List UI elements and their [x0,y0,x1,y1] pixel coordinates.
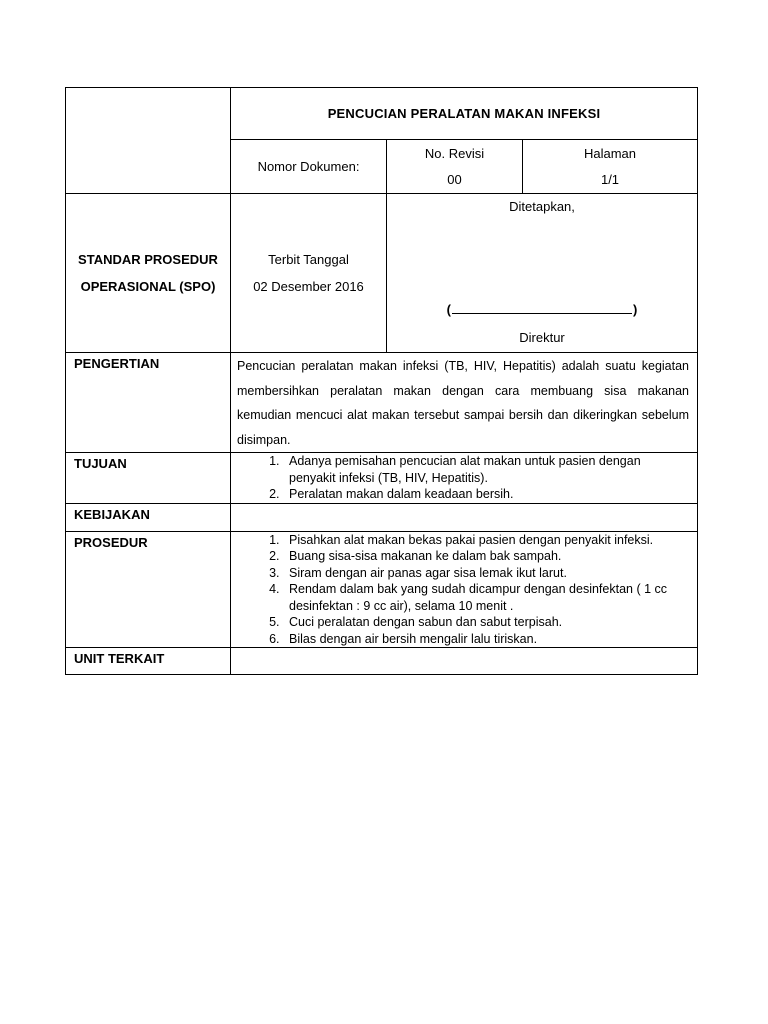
terbit-date: 02 Desember 2016 [253,279,364,294]
pengertian-label: PENGERTIAN [66,353,231,453]
list-item: 2. Peralatan makan dalam keadaan bersih. [283,486,689,503]
terbit-label: Terbit Tanggal [268,252,349,267]
spo-line-2: OPERASIONAL (SPO) [80,279,216,294]
nomor-dokumen-label: Nomor Dokumen: [231,140,387,194]
halaman-label: Halaman [583,145,637,161]
spo-document [65,87,697,675]
list-item: 1. Adanya pemisahan pencucian alat makan untuk pasien dengan penyakit infeksi (TB, HIV, Hepatitis). [283,453,689,486]
signature-line [387,302,697,317]
list-item: 4. Rendam dalam bak yang sudah dicampur dengan desinfektan ( 1 cc desinfektan : 9 cc air), selama 10 menit . [283,581,689,614]
unit-terkait-label: UNIT TERKAIT [66,648,231,675]
open-paren: ( [446,302,451,317]
unit-terkait-content [231,648,698,675]
spo-heading [66,194,231,353]
prosedur-content [231,531,698,648]
direktur-label: Direktur [519,330,565,345]
list-item: 1. Pisahkan alat makan bekas pakai pasien dengan penyakit infeksi. [283,532,689,549]
no-revisi-value: 00 [447,171,462,187]
tujuan-label: TUJUAN [66,453,231,504]
spo-table [65,87,698,675]
tujuan-list [231,453,697,503]
list-item: 5. Cuci peralatan dengan sabun dan sabut terpisah. [283,614,689,631]
pengertian-text: Pencucian peralatan makan infeksi (TB, HIV, Hepatitis) adalah suatu kegiatan membersihkan peralatan makan dengan cara membuang sisa makanan kemudian mencuci alat makan tersebut sampai bersih dan dikeringkan sebelum disimpan. [231,353,698,453]
kebijakan-label: KEBIJAKAN [66,503,231,531]
halaman-cell [523,140,698,194]
no-revisi-label: No. Revisi [424,145,485,161]
tujuan-content [231,453,698,504]
close-paren: ) [633,302,638,317]
no-revisi-cell [387,140,523,194]
list-item: 3. Siram dengan air panas agar sisa lemak ikut larut. [283,565,689,582]
spo-line-1: STANDAR PROSEDUR [78,252,218,267]
prosedur-label: PROSEDUR [66,531,231,648]
terbit-cell [231,194,387,353]
document-title: PENCUCIAN PERALATAN MAKAN INFEKSI [231,88,698,140]
logo-cell [66,88,231,194]
kebijakan-content [231,503,698,531]
list-item: 6. Bilas dengan air bersih mengalir lalu tiriskan. [283,631,689,648]
halaman-value: 1/1 [600,171,620,187]
prosedur-list [231,532,697,648]
signature-cell [387,194,698,353]
ditetapkan-label: Ditetapkan, [509,199,575,214]
list-item: 2. Buang sisa-sisa makanan ke dalam bak sampah. [283,548,689,565]
signature-underline [452,302,632,314]
